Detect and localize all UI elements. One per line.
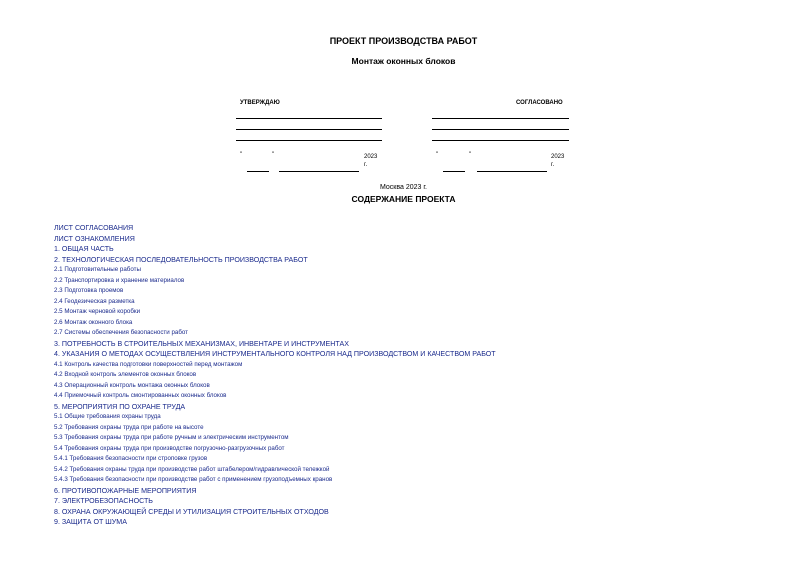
approve-signature-line-3 [236, 140, 382, 141]
toc-item[interactable]: 2.5 Монтаж черновой коробки [54, 308, 141, 315]
agree-signature-line-3 [432, 140, 569, 141]
approve-signature-line-2 [236, 129, 382, 130]
toc-item[interactable]: 2. ТЕХНОЛОГИЧЕСКАЯ ПОСЛЕДОВАТЕЛЬНОСТЬ ПРОИЗВОДСТВА РАБОТ [54, 255, 308, 264]
toc-item[interactable]: 5.2 Требования охраны труда при работе на высоте [54, 423, 204, 431]
toc-item[interactable]: 2.7 Системы обеспечения безопасности работ [54, 329, 189, 336]
toc-item[interactable]: 2.4 Геодезическая разметка [54, 297, 135, 305]
agree-signature-line-2 [432, 129, 569, 130]
agree-quote-open: " [436, 152, 439, 158]
approve-year: 2023 [364, 154, 378, 160]
toc-item[interactable]: 3. ПОТРЕБНОСТЬ В СТРОИТЕЛЬНЫХ МЕХАНИЗМАХ, ИНВЕНТАРЕ И ИНСТРУМЕНТАХ [54, 339, 349, 348]
agree-label: СОГЛАСОВАНО [516, 100, 563, 106]
agree-day-line [443, 171, 465, 172]
toc-item[interactable]: 2.6 Монтаж оконного блока [54, 318, 133, 326]
toc-item[interactable]: 4.1 Контроль качества подготовки поверхностей перед монтажом [54, 360, 243, 368]
toc-item[interactable]: 6. ПРОТИВОПОЖАРНЫЕ МЕРОПРИЯТИЯ [54, 486, 197, 495]
table-of-contents [54, 223, 496, 528]
agree-signature-line-1 [432, 118, 569, 119]
toc-item[interactable]: 5.1 Общие требования охраны труда [54, 413, 161, 420]
toc-item[interactable]: 4.4 Приемочный контроль смонтированных оконных блоков [54, 392, 227, 399]
toc-item[interactable]: ЛИСТ ОЗНАКОМЛЕНИЯ [54, 234, 135, 243]
toc-item[interactable]: 2.2 Транспортировка и хранение материалов [54, 276, 185, 284]
document-subtitle: Монтаж оконных блоков [351, 56, 456, 66]
approve-year-suffix: г. [364, 162, 368, 168]
toc-item[interactable]: 2.3 Подготовка проемов [54, 287, 124, 294]
toc-item[interactable]: 4.2 Входной контроль элементов оконных блоков [54, 371, 197, 378]
document-title: ПРОЕКТ ПРОИЗВОДСТВА РАБОТ [329, 36, 478, 46]
toc-item[interactable]: 4. УКАЗАНИЯ О МЕТОДАХ ОСУЩЕСТВЛЕНИЯ ИНСТРУМЕНТАЛЬНОГО КОНТРОЛЯ НАД ПРОИЗВОДСТВОМ И КАЧЕСТВОМ РАБОТ [54, 350, 496, 358]
toc-item[interactable]: ЛИСТ СОГЛАСОВАНИЯ [54, 224, 134, 232]
approve-quote-close: " [272, 152, 275, 158]
agree-quote-close: " [469, 152, 472, 158]
approve-quote-open: " [240, 152, 243, 158]
toc-item[interactable]: 1. ОБЩАЯ ЧАСТЬ [54, 245, 114, 253]
approve-label: УТВЕРЖДАЮ [240, 100, 280, 106]
toc-item[interactable]: 5.3 Требования охраны труда при работе ручным и электрическим инструментом [54, 434, 289, 441]
toc-item[interactable]: 5.4.3 Требования безопасности при производстве работ с применением грузоподъемных кранов [54, 476, 333, 483]
toc-item[interactable]: 7. ЭЛЕКТРОБЕЗОПАСНОСТЬ [54, 497, 153, 505]
approve-signature-line-1 [236, 118, 382, 119]
agree-year-suffix: г. [551, 162, 555, 168]
agree-year: 2023 [551, 154, 565, 160]
toc-item[interactable]: 9. ЗАЩИТА ОТ ШУМА [54, 518, 127, 526]
toc-item[interactable]: 2.1 Подготовительные работы [54, 266, 141, 273]
approve-month-line [279, 171, 359, 172]
city-year: Москва 2023 г. [379, 184, 427, 191]
toc-item[interactable]: 4.3 Операционный контроль монтажа оконных блоков [54, 381, 210, 389]
toc-item[interactable]: 5. МЕРОПРИЯТИЯ ПО ОХРАНЕ ТРУДА [54, 402, 186, 411]
toc-title: СОДЕРЖАНИЕ ПРОЕКТА [351, 194, 456, 204]
toc-item[interactable]: 5.4.2 Требования охраны труда при производстве работ штабелером/гидравлической тележкой [54, 465, 330, 473]
toc-item[interactable]: 5.4 Требования охраны труда при производстве погрузочно-разгрузочных работ [54, 444, 285, 452]
toc-item[interactable]: 8. ОХРАНА ОКРУЖАЮЩЕЙ СРЕДЫ И УТИЛИЗАЦИЯ СТРОИТЕЛЬНЫХ ОТХОДОВ [54, 507, 329, 516]
approve-day-line [247, 171, 269, 172]
toc-item[interactable]: 5.4.1 Требования безопасности при строповке грузов [54, 455, 208, 462]
agree-month-line [477, 171, 547, 172]
